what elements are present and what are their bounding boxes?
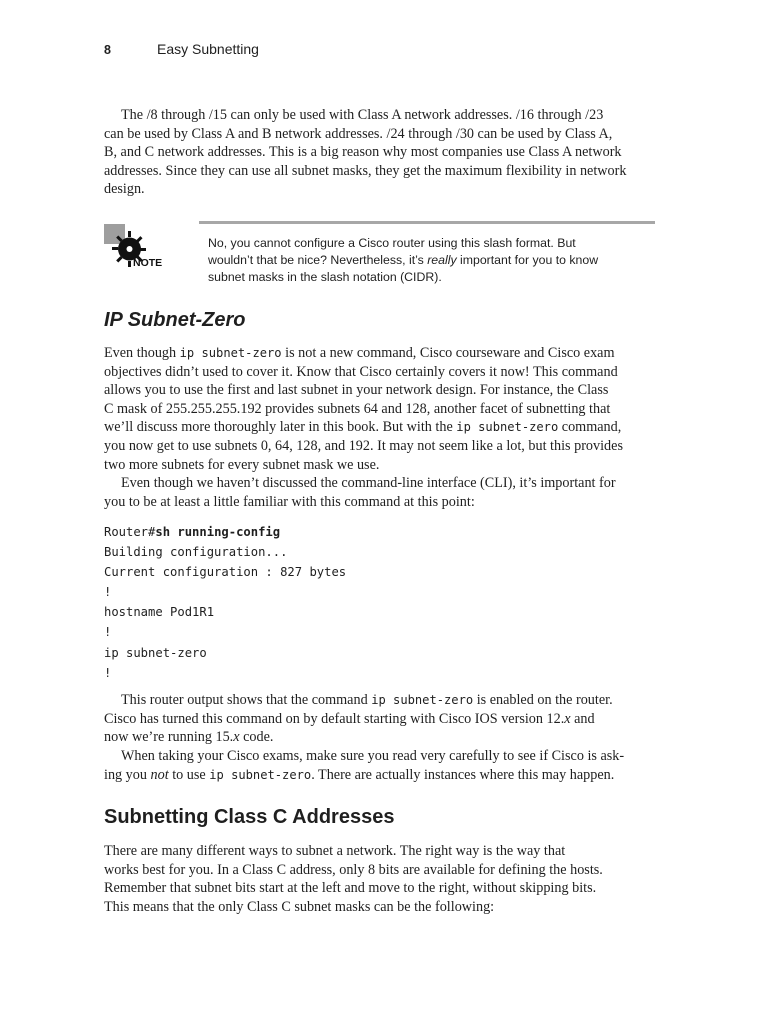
emphasis: not (150, 766, 169, 783)
text-line (104, 691, 656, 710)
running-header (104, 41, 259, 57)
text-line: When taking your Cisco exams, make sure you read very carefully to see if Cisco is ask- (121, 748, 625, 764)
code-line: hostname Pod1R1 (104, 605, 215, 620)
code-line: ! (104, 625, 112, 640)
code-line: ip subnet-zero (104, 645, 207, 660)
text-segment: This router output shows that the command (121, 692, 372, 708)
code-line: Building configuration... (104, 545, 288, 560)
text-segment: is enabled on the router. (473, 692, 613, 708)
text-segment: now we’re running 15. (104, 729, 234, 746)
code-prompt: Router# (104, 525, 156, 539)
note-icon (104, 224, 168, 274)
text-line: This means that the only Class C subnet masks can be the following: (104, 898, 495, 915)
inline-code: ip subnet-zero (209, 767, 312, 782)
section-heading-ip-subnet-zero: IP Subnet-Zero (104, 309, 246, 331)
text-segment: command, (558, 419, 622, 436)
text-segment: Cisco has turned this command on by default starting with Cisco IOS version 12. (104, 710, 565, 727)
text-line: can be used by Class A and B network addresses. /24 through /30 can be used by Class A, (104, 125, 613, 142)
italic-variable: x (564, 710, 571, 727)
text-segment: and (570, 710, 595, 727)
code-block (104, 522, 346, 683)
ip-subnet-zero-paragraph-2 (104, 474, 656, 511)
running-title: Easy Subnetting (157, 41, 259, 57)
text-line (104, 344, 656, 363)
note-emphasis: really (427, 253, 457, 267)
text-line: you now get to use subnets 0, 64, 128, and 192. It may not seem like a lot, but this provides (104, 437, 623, 454)
text-line: objectives didn’t used to cover it. Know that Cisco certainly covers it now! This command (104, 363, 618, 380)
text-line: design. (104, 181, 145, 198)
text-segment: code. (239, 729, 274, 746)
note-line (208, 252, 656, 269)
text-line (104, 728, 656, 747)
code-line: Current configuration : 827 bytes (104, 565, 347, 580)
section-heading-subnetting-class-c: Subnetting Class C Addresses (104, 806, 395, 828)
note-divider (199, 221, 655, 224)
text-segment: we’ll discuss more thoroughly later in this book. But with the (104, 419, 457, 436)
text-line: addresses. Since they can use all subnet masks, they get the maximum flexibility in network (104, 162, 627, 179)
code-line: ! (104, 665, 112, 680)
text-segment: . There are actually instances where this may happen. (311, 766, 615, 783)
text-segment: Even though (104, 345, 180, 361)
note-line: subnet masks in the slash notation (CIDR). (208, 270, 442, 284)
text-line (104, 418, 656, 437)
text-line: Remember that subnet bits start at the left and move to the right, without skipping bits. (104, 880, 597, 897)
ip-subnet-zero-paragraph-4 (104, 747, 656, 784)
inline-code: ip subnet-zero (179, 346, 282, 360)
text-line: Even though we haven’t discussed the command-line interface (CLI), it’s important for (121, 475, 616, 491)
text-line: C mask of 255.255.255.192 provides subnets 64 and 128, another facet of subnetting that (104, 400, 611, 417)
text-line: B, and C network addresses. This is a big reason why most companies use Class A network (104, 144, 622, 161)
page-number: 8 (104, 43, 111, 57)
code-line: ! (104, 585, 112, 600)
note-line: No, you cannot configure a Cisco router using this slash format. But (208, 236, 576, 250)
intro-paragraph (104, 106, 656, 199)
text-line: There are many different ways to subnet a network. The right way is the way that (104, 843, 566, 859)
text-line: you to be at least a little familiar with this command at this point: (104, 493, 475, 510)
note-icon-label: NOTE (133, 257, 163, 269)
code-line (104, 522, 346, 542)
text-line: two more subnets for every subnet mask we use. (104, 456, 380, 473)
text-line (104, 766, 656, 785)
ip-subnet-zero-paragraph-3 (104, 691, 656, 747)
text-segment: is not a new command, Cisco courseware and Cisco exam (281, 345, 615, 361)
text-segment: to use (168, 766, 210, 783)
italic-variable: x (233, 729, 240, 746)
note-text (208, 235, 656, 286)
text-line: allows you to use the first and last subnet in your network design. For instance, the Class (104, 382, 609, 399)
class-c-paragraph (104, 842, 656, 916)
text-line (104, 710, 656, 729)
note-segment: wouldn’t that be nice? Nevertheless, it’s (208, 253, 428, 267)
ip-subnet-zero-paragraph-1 (104, 344, 656, 474)
text-line: The /8 through /15 can only be used with Class A network addresses. /16 through /23 (121, 107, 604, 123)
inline-code: ip subnet-zero (371, 693, 474, 707)
note-segment: important for you to know (456, 253, 599, 267)
text-line: works best for you. In a Class C address, only 8 bits are available for defining the hosts. (104, 861, 603, 878)
code-command: sh running-config (155, 525, 281, 539)
inline-code: ip subnet-zero (456, 420, 559, 435)
text-segment: ing you (104, 766, 151, 783)
